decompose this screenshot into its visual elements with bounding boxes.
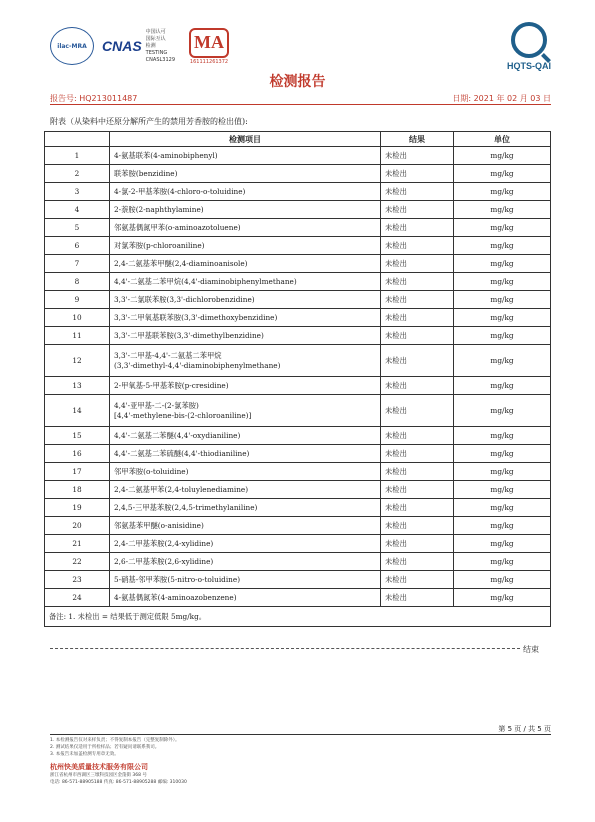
unit: mg/kg <box>454 571 551 589</box>
test-item-name: 4,4'-二氨基二苯甲烷(4,4'-diaminobiphenylmethane) <box>114 276 297 286</box>
row-number: 19 <box>45 499 110 517</box>
test-item-name-line2: [4,4'-methylene-bis-(2-chloroaniline)] <box>114 411 252 420</box>
cnas-mark: CNAS <box>102 38 142 54</box>
result: 未检出 <box>381 553 454 571</box>
result: 未检出 <box>381 445 454 463</box>
table-row <box>45 327 551 345</box>
result: 未检出 <box>381 255 454 273</box>
unit: mg/kg <box>454 481 551 499</box>
table-row <box>45 291 551 309</box>
row-number: 11 <box>45 327 110 345</box>
test-item-name: 5-硝基-邻甲苯胺(5-nitro-o-toluidine) <box>114 574 241 584</box>
test-item-name: 4,4'-二氨基二苯醚(4,4'-oxydianiline) <box>114 430 241 440</box>
table-row <box>45 309 551 327</box>
unit: mg/kg <box>454 535 551 553</box>
test-item <box>110 395 381 427</box>
end-dotted-line <box>50 648 520 649</box>
row-number: 12 <box>45 345 110 377</box>
test-item-name: 2,4,5-三甲基苯胺(2,4,5-trimethylaniline) <box>114 502 258 512</box>
ma-number: 161111261372 <box>189 58 229 65</box>
test-item <box>110 499 381 517</box>
footer-notes: 1. 本检测报告仅对来样负责；不得复制本报告（完整复制除外）。 2. 测试结果仅适用于所检样品；若有疑问请联系我司。 3. 本报告未加盖检测专用章无效。 <box>50 738 180 757</box>
test-item <box>110 291 381 309</box>
unit: mg/kg <box>454 553 551 571</box>
table-row <box>45 445 551 463</box>
report-title: 检测报告 <box>269 74 326 90</box>
table-row <box>45 219 551 237</box>
table-header-row <box>45 132 551 147</box>
ma-mark: MA <box>189 28 229 58</box>
accreditation-logos <box>50 22 229 70</box>
test-item <box>110 517 381 535</box>
row-number: 24 <box>45 589 110 607</box>
test-item <box>110 463 381 481</box>
table-row <box>45 273 551 291</box>
row-number: 4 <box>45 201 110 219</box>
header-result: 结果 <box>381 132 454 147</box>
row-number: 2 <box>45 165 110 183</box>
row-number: 5 <box>45 219 110 237</box>
hqts-q-icon <box>511 22 547 58</box>
cnas-logo <box>102 29 175 64</box>
test-item <box>110 345 381 377</box>
table-row <box>45 571 551 589</box>
test-item-name: 2,6-二甲基苯胺(2,6-xylidine) <box>114 556 214 566</box>
row-number: 22 <box>45 553 110 571</box>
test-item <box>110 183 381 201</box>
company-name: 杭州快美质量技术服务有限公司 <box>50 763 148 771</box>
row-number: 16 <box>45 445 110 463</box>
test-item-name: 对氯苯胺(p-chloroaniline) <box>114 240 205 250</box>
test-item-name: 2,4-二氨基苯甲醚(2,4-diaminoanisole) <box>114 258 248 268</box>
table-row <box>45 499 551 517</box>
result: 未检出 <box>381 463 454 481</box>
test-item <box>110 445 381 463</box>
unit: mg/kg <box>454 589 551 607</box>
ilac-mra-logo: ilac-MRA <box>50 27 94 65</box>
report-number: 报告号: HQ213011487 <box>50 94 138 103</box>
table-row <box>45 165 551 183</box>
table-row <box>45 553 551 571</box>
unit: mg/kg <box>454 345 551 377</box>
table-row <box>45 535 551 553</box>
result: 未检出 <box>381 427 454 445</box>
test-item <box>110 481 381 499</box>
test-item-name: 3,3'-二甲基联苯胺(3,3'-dimethylbenzidine) <box>114 330 264 340</box>
test-item-name: 4-氨基联苯(4-aminobiphenyl) <box>114 150 218 160</box>
unit: mg/kg <box>454 395 551 427</box>
unit: mg/kg <box>454 147 551 165</box>
test-item <box>110 427 381 445</box>
unit: mg/kg <box>454 165 551 183</box>
result: 未检出 <box>381 481 454 499</box>
table-row <box>45 255 551 273</box>
footer-divider <box>50 734 551 735</box>
result: 未检出 <box>381 219 454 237</box>
test-item <box>110 237 381 255</box>
result: 未检出 <box>381 165 454 183</box>
unit: mg/kg <box>454 237 551 255</box>
test-item <box>110 219 381 237</box>
result: 未检出 <box>381 517 454 535</box>
hqts-logo <box>507 22 551 71</box>
test-item <box>110 273 381 291</box>
result: 未检出 <box>381 499 454 517</box>
unit: mg/kg <box>454 201 551 219</box>
unit: mg/kg <box>454 183 551 201</box>
result: 未检出 <box>381 201 454 219</box>
table-row <box>45 517 551 535</box>
result: 未检出 <box>381 589 454 607</box>
test-item-name: 2,4-二氨基甲苯(2,4-toluylenediamine) <box>114 484 249 494</box>
row-number: 7 <box>45 255 110 273</box>
table-row <box>45 201 551 219</box>
table-row <box>45 395 551 427</box>
result: 未检出 <box>381 395 454 427</box>
end-label: 结束 <box>523 645 539 654</box>
cma-logo <box>189 28 229 65</box>
test-item <box>110 147 381 165</box>
result: 未检出 <box>381 345 454 377</box>
test-item-name: 4,4'-二氨基二苯硫醚(4,4'-thiodianiline) <box>114 448 250 458</box>
row-number: 21 <box>45 535 110 553</box>
header-no <box>45 132 110 147</box>
test-item <box>110 553 381 571</box>
test-item <box>110 165 381 183</box>
test-item-name: 2-萘胺(2-naphthylamine) <box>114 204 204 214</box>
result: 未检出 <box>381 327 454 345</box>
report-meta <box>50 93 551 104</box>
test-item <box>110 327 381 345</box>
test-item <box>110 255 381 273</box>
row-number: 18 <box>45 481 110 499</box>
table-row <box>45 183 551 201</box>
table-caption: 附表（从染料中还原分解所产生的禁用芳香胺的检出值): <box>50 117 248 126</box>
result: 未检出 <box>381 309 454 327</box>
unit: mg/kg <box>454 517 551 535</box>
test-item-name: 2,4-二甲基苯胺(2,4-xylidine) <box>114 538 214 548</box>
test-item-name: 3,3'-二氯联苯胺(3,3'-dichlorobenzidine) <box>114 294 255 304</box>
test-item-name: 邻氨基偶氮甲苯(o-aminoazotoluene) <box>114 222 241 232</box>
table-row <box>45 481 551 499</box>
row-number: 3 <box>45 183 110 201</box>
test-item <box>110 535 381 553</box>
test-item-name: 3,3'-二甲基-4,4'-二氨基二苯甲烷 <box>114 351 222 360</box>
unit: mg/kg <box>454 377 551 395</box>
row-number: 17 <box>45 463 110 481</box>
report-date: 日期: 2021 年 02 月 03 日 <box>452 94 551 103</box>
test-item <box>110 201 381 219</box>
table-row <box>45 463 551 481</box>
result: 未检出 <box>381 147 454 165</box>
table-row <box>45 147 551 165</box>
hqts-text: HQTS-QAI <box>507 61 551 71</box>
row-number: 10 <box>45 309 110 327</box>
test-item-name-line2: (3,3'-dimethyl-4,4'-diaminobiphenylmethane) <box>114 361 281 370</box>
test-item <box>110 589 381 607</box>
unit: mg/kg <box>454 499 551 517</box>
header-unit: 单位 <box>454 132 551 147</box>
header-item: 检测项目 <box>110 132 381 147</box>
result: 未检出 <box>381 237 454 255</box>
row-number: 1 <box>45 147 110 165</box>
row-number: 6 <box>45 237 110 255</box>
result: 未检出 <box>381 183 454 201</box>
unit: mg/kg <box>454 273 551 291</box>
test-item-name: 邻氨基苯甲醚(o-anisidine) <box>114 520 204 530</box>
result: 未检出 <box>381 571 454 589</box>
unit: mg/kg <box>454 309 551 327</box>
result: 未检出 <box>381 291 454 309</box>
test-item-name: 邻甲苯胺(o-toluidine) <box>114 466 189 476</box>
unit: mg/kg <box>454 255 551 273</box>
table-note-row <box>45 607 551 627</box>
result: 未检出 <box>381 273 454 291</box>
table-note: 备注: 1. 未检出 = 结果低于测定低限 5mg/kg。 <box>45 607 551 627</box>
table-row <box>45 589 551 607</box>
page-number: 第 5 页 / 共 5 页 <box>498 725 551 733</box>
unit: mg/kg <box>454 291 551 309</box>
test-item-name: 4-氨基偶氮苯(4-aminoazobenzene) <box>114 592 237 602</box>
header-divider <box>50 104 551 105</box>
test-item-name: 联苯胺(benzidine) <box>114 168 178 178</box>
table-row <box>45 377 551 395</box>
result: 未检出 <box>381 535 454 553</box>
row-number: 8 <box>45 273 110 291</box>
test-item <box>110 377 381 395</box>
test-item-name: 4,4'-亚甲基-二-(2-氯苯胺) <box>114 401 199 410</box>
unit: mg/kg <box>454 427 551 445</box>
test-item-name: 4-氯-2-甲基苯胺(4-chloro-o-toluidine) <box>114 186 246 196</box>
unit: mg/kg <box>454 445 551 463</box>
table-row <box>45 237 551 255</box>
cnas-text: 中国认可 国际互认 检测 TESTING CNASL3129 <box>145 28 176 63</box>
row-number: 9 <box>45 291 110 309</box>
row-number: 15 <box>45 427 110 445</box>
test-item-name: 3,3'-二甲氧基联苯胺(3,3'-dimethoxybenzidine) <box>114 312 278 322</box>
company-address: 浙江省杭州市西湖区三墩科技园区金蓬街 368 号 电话: 86-571-88905188 传真: 86-571-88905288 邮编: 310030 <box>50 773 187 785</box>
unit: mg/kg <box>454 463 551 481</box>
table-row <box>45 427 551 445</box>
table-row <box>45 345 551 377</box>
results-table <box>44 131 551 627</box>
row-number: 14 <box>45 395 110 427</box>
test-item-name: 2-甲氧基-5-甲基苯胺(p-cresidine) <box>114 380 229 390</box>
test-item <box>110 571 381 589</box>
row-number: 23 <box>45 571 110 589</box>
row-number: 13 <box>45 377 110 395</box>
unit: mg/kg <box>454 327 551 345</box>
table-body <box>45 147 551 607</box>
row-number: 20 <box>45 517 110 535</box>
test-item <box>110 309 381 327</box>
unit: mg/kg <box>454 219 551 237</box>
result: 未检出 <box>381 377 454 395</box>
